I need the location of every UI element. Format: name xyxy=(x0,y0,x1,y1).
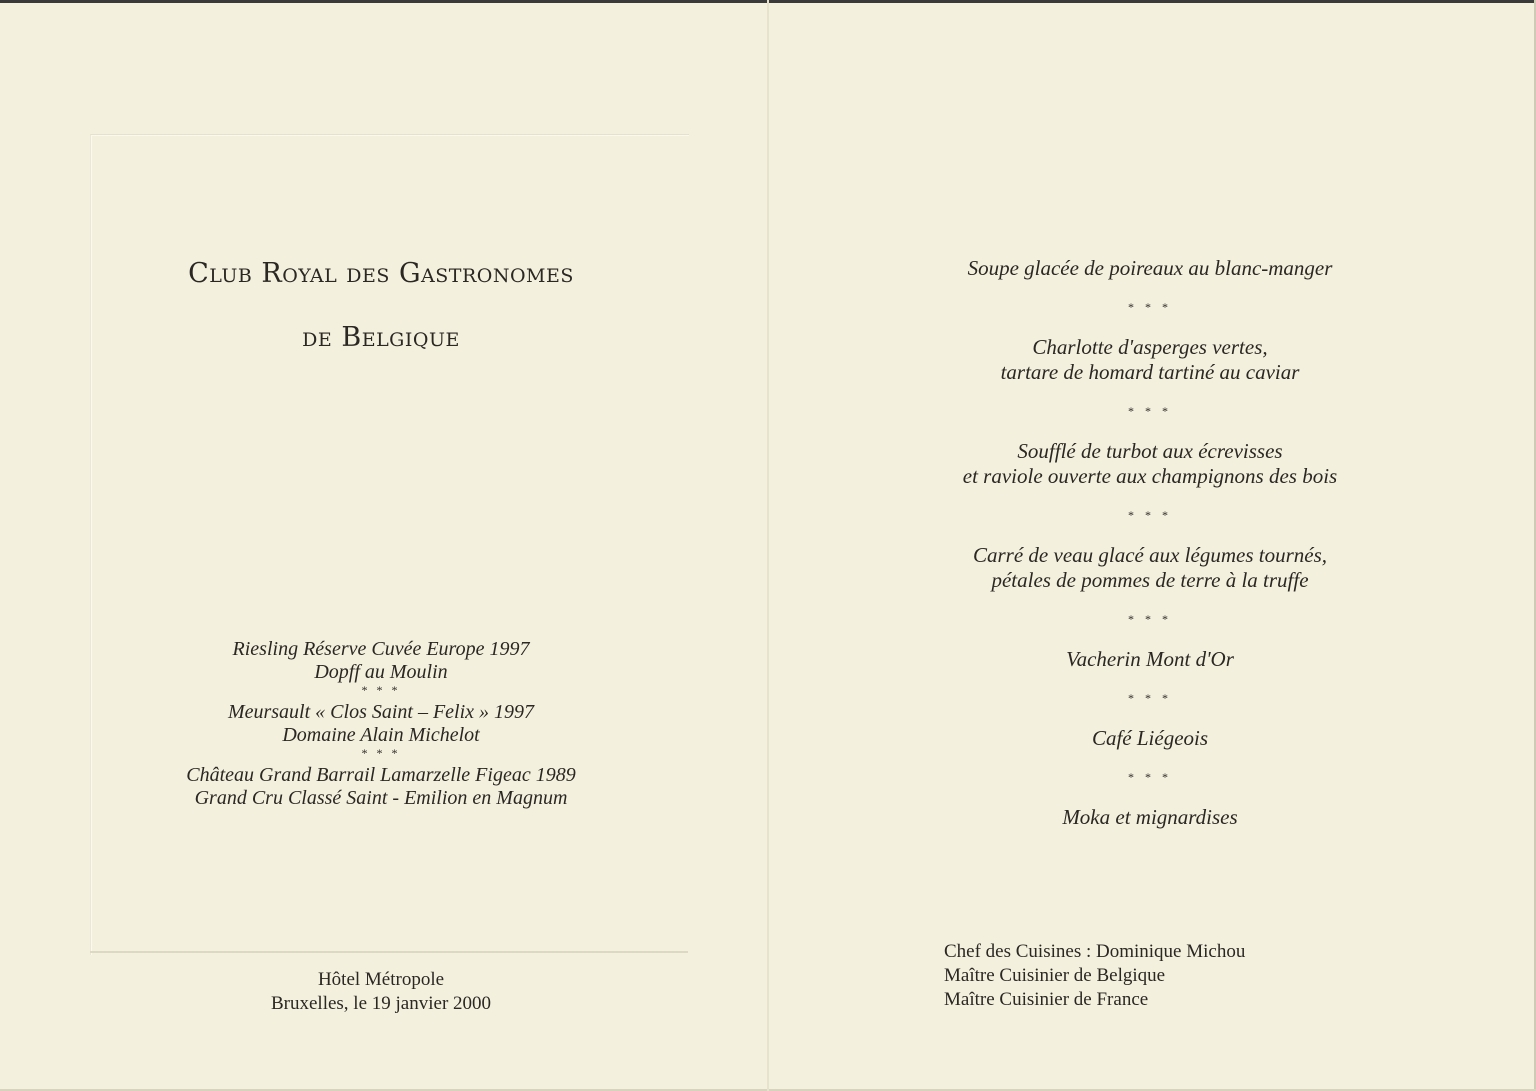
venue-hotel: Hôtel Métropole xyxy=(317,969,445,990)
club-title: Club Royal des Gastronomes xyxy=(188,258,574,289)
menu-course xyxy=(840,805,1460,830)
course-line: Vacherin Mont d'Or xyxy=(1066,647,1234,671)
menu-course xyxy=(840,726,1460,751)
menu-course xyxy=(840,335,1460,385)
wine-name: Château Grand Barrail Lamarzelle Figeac 1989 xyxy=(186,764,576,786)
wine-producer: Grand Cru Classé Saint - Emilion en Magnum xyxy=(194,787,568,809)
menu-course xyxy=(840,543,1460,593)
club-subtitle: de Belgique xyxy=(302,322,460,353)
course-line: et raviole ouverte aux champignons des bois xyxy=(962,464,1338,488)
embossed-panel-divider xyxy=(90,951,688,953)
wine-producer: Dopff au Moulin xyxy=(314,661,448,683)
course-line: Moka et mignardises xyxy=(1062,805,1238,829)
course-separator: * * * xyxy=(1128,770,1172,784)
chef-title-france: Maître Cuisinier de France xyxy=(944,989,1149,1010)
wine-name: Meursault « Clos Saint – Felix » 1997 xyxy=(227,701,535,723)
course-separator: * * * xyxy=(1128,300,1172,314)
course-separator: * * * xyxy=(1128,508,1172,522)
wine-item xyxy=(90,764,672,810)
wine-producer: Domaine Alain Michelot xyxy=(282,724,480,746)
chef-title-belgium: Maître Cuisinier de Belgique xyxy=(944,965,1166,986)
course-line: Café Liégeois xyxy=(1091,726,1209,750)
course-line: Soufflé de turbot aux écrevisses xyxy=(1017,439,1283,463)
menu-courses xyxy=(840,256,1460,830)
course-line: Charlotte d'asperges vertes, xyxy=(1032,335,1268,359)
wine-item xyxy=(90,638,672,684)
chef-credits xyxy=(944,940,1384,1012)
chef-name: Chef des Cuisines : Dominique Michou xyxy=(944,941,1246,962)
course-separator: * * * xyxy=(1128,612,1172,626)
card-fold-line xyxy=(767,0,769,1091)
course-line: Carré de veau glacé aux légumes tournés, xyxy=(973,543,1327,567)
menu-course xyxy=(840,647,1460,672)
wine-item xyxy=(90,701,672,747)
wine-name: Riesling Réserve Cuvée Europe 1997 xyxy=(232,638,530,660)
wine-list xyxy=(90,638,672,810)
wine-separator: * * * xyxy=(361,683,401,697)
course-separator: * * * xyxy=(1128,691,1172,705)
menu-course xyxy=(840,256,1460,281)
course-line: tartare de homard tartiné au caviar xyxy=(1000,360,1300,384)
menu-course xyxy=(840,439,1460,489)
wine-separator: * * * xyxy=(361,746,401,760)
venue-date: Bruxelles, le 19 janvier 2000 xyxy=(270,993,492,1014)
venue-block xyxy=(90,968,672,1016)
course-line: pétales de pommes de terre à la truffe xyxy=(991,568,1309,592)
course-separator: * * * xyxy=(1128,404,1172,418)
course-line: Soupe glacée de poireaux au blanc-manger xyxy=(967,256,1333,280)
